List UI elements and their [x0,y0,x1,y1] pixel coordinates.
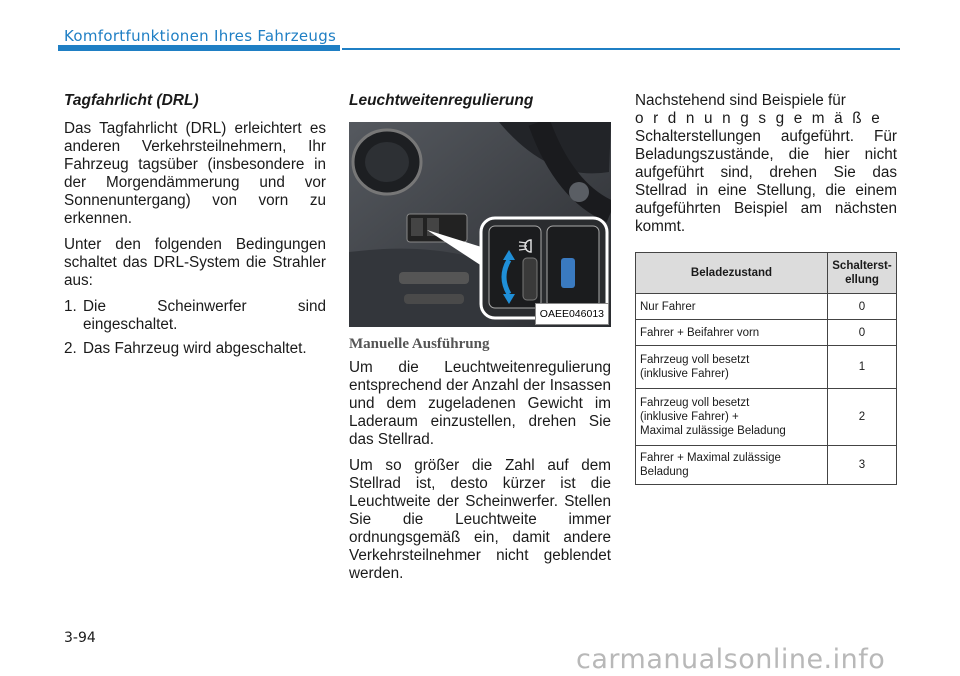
figure-caption: OAEE046013 [535,303,609,325]
manual-version-subheading: Manuelle Ausführung [349,336,490,352]
header-rule-thick [58,45,340,51]
column-drl [64,92,326,364]
table-row [636,320,897,346]
column-leveling [349,92,611,591]
examples-rest: Schalterstellungen aufgeführt. Für Beladungszustände, die hier nicht aufgeführt sind, drehen Sie das Stellrad in eine Stellung, die einem aufgeführten Beispiel am nächsten kommt. [635,128,897,235]
list-item-text: Die Scheinwerfer sind eingeschaltet. [83,298,326,333]
drl-heading: Tagfahrlicht (DRL) [64,92,199,109]
chapter-title: Komfortfunktionen Ihres Fahrzeugs [64,27,337,45]
page-number: 3-94 [64,630,96,646]
list-item [64,340,326,358]
load-table [635,252,897,485]
cell-load: Fahrzeug voll besetzt (inklusive Fahrer) [636,346,828,389]
header-switch-position: Schalterstellung [828,253,897,294]
table-row [636,294,897,320]
cell-load: Fahrer + Beifahrer vorn [636,320,828,346]
examples-paragraph [635,92,897,236]
cell-load: Fahrer + Maximal zulässige Beladung [636,446,828,485]
examples-line-2: ordnungsgemäße [635,110,890,127]
table-header-row [636,253,897,294]
table-row [636,389,897,446]
drl-paragraph-1: Das Tagfahrlicht (DRL) erleichtert es anderen Verkehrsteilnehmern, Ihr Fahrzeug tagsüber (insbesondere in der Morgendämmerung und vor Sonnenuntergang) von vorn zu erkennen. [64,120,326,227]
list-item-number: 2. [64,340,77,357]
table-row [636,446,897,485]
header-rule-thin [342,48,900,50]
leveling-paragraph-2: Um so größer die Zahl auf dem Stellrad ist, desto kürzer ist die Leuchtweite der Scheinwerfer. Stellen Sie die Leuchtweite immer ordnungsgemäß ein, damit andere Verkehrsteilnehmer nicht geblendet werden. [349,457,611,582]
leveling-heading: Leuchtweitenregulierung [349,92,534,109]
cell-position: 3 [828,446,897,485]
examples-line-1: Nachstehend sind Beispiele für [635,92,846,109]
cell-load: Fahrzeug voll besetzt (inklusive Fahrer) + Maximal zulässige Beladung [636,389,828,446]
watermark: carmanualsonline.info [576,644,886,675]
cell-position: 0 [828,320,897,346]
drl-conditions-list [64,298,326,358]
list-item-text: Das Fahrzeug wird abgeschaltet. [83,340,307,357]
leveling-paragraph-1: Um die Leuchtweitenregulierung entsprechend der Anzahl der Insassen und dem zugeladenen Gewicht im Laderaum einzustellen, drehen Sie das Stellrad. [349,359,611,448]
cell-position: 2 [828,389,897,446]
cell-position: 1 [828,346,897,389]
cell-load: Nur Fahrer [636,294,828,320]
header-load-state: Beladezustand [636,253,828,294]
table-row [636,346,897,389]
drl-paragraph-2: Unter den folgenden Bedingungen schaltet das DRL-System die Strahler aus: [64,236,326,289]
list-item-number: 1. [64,298,77,315]
dashboard-illustration [349,122,611,327]
list-item [64,298,326,334]
column-examples [635,92,897,485]
cell-position: 0 [828,294,897,320]
dashboard-photo [349,122,611,327]
